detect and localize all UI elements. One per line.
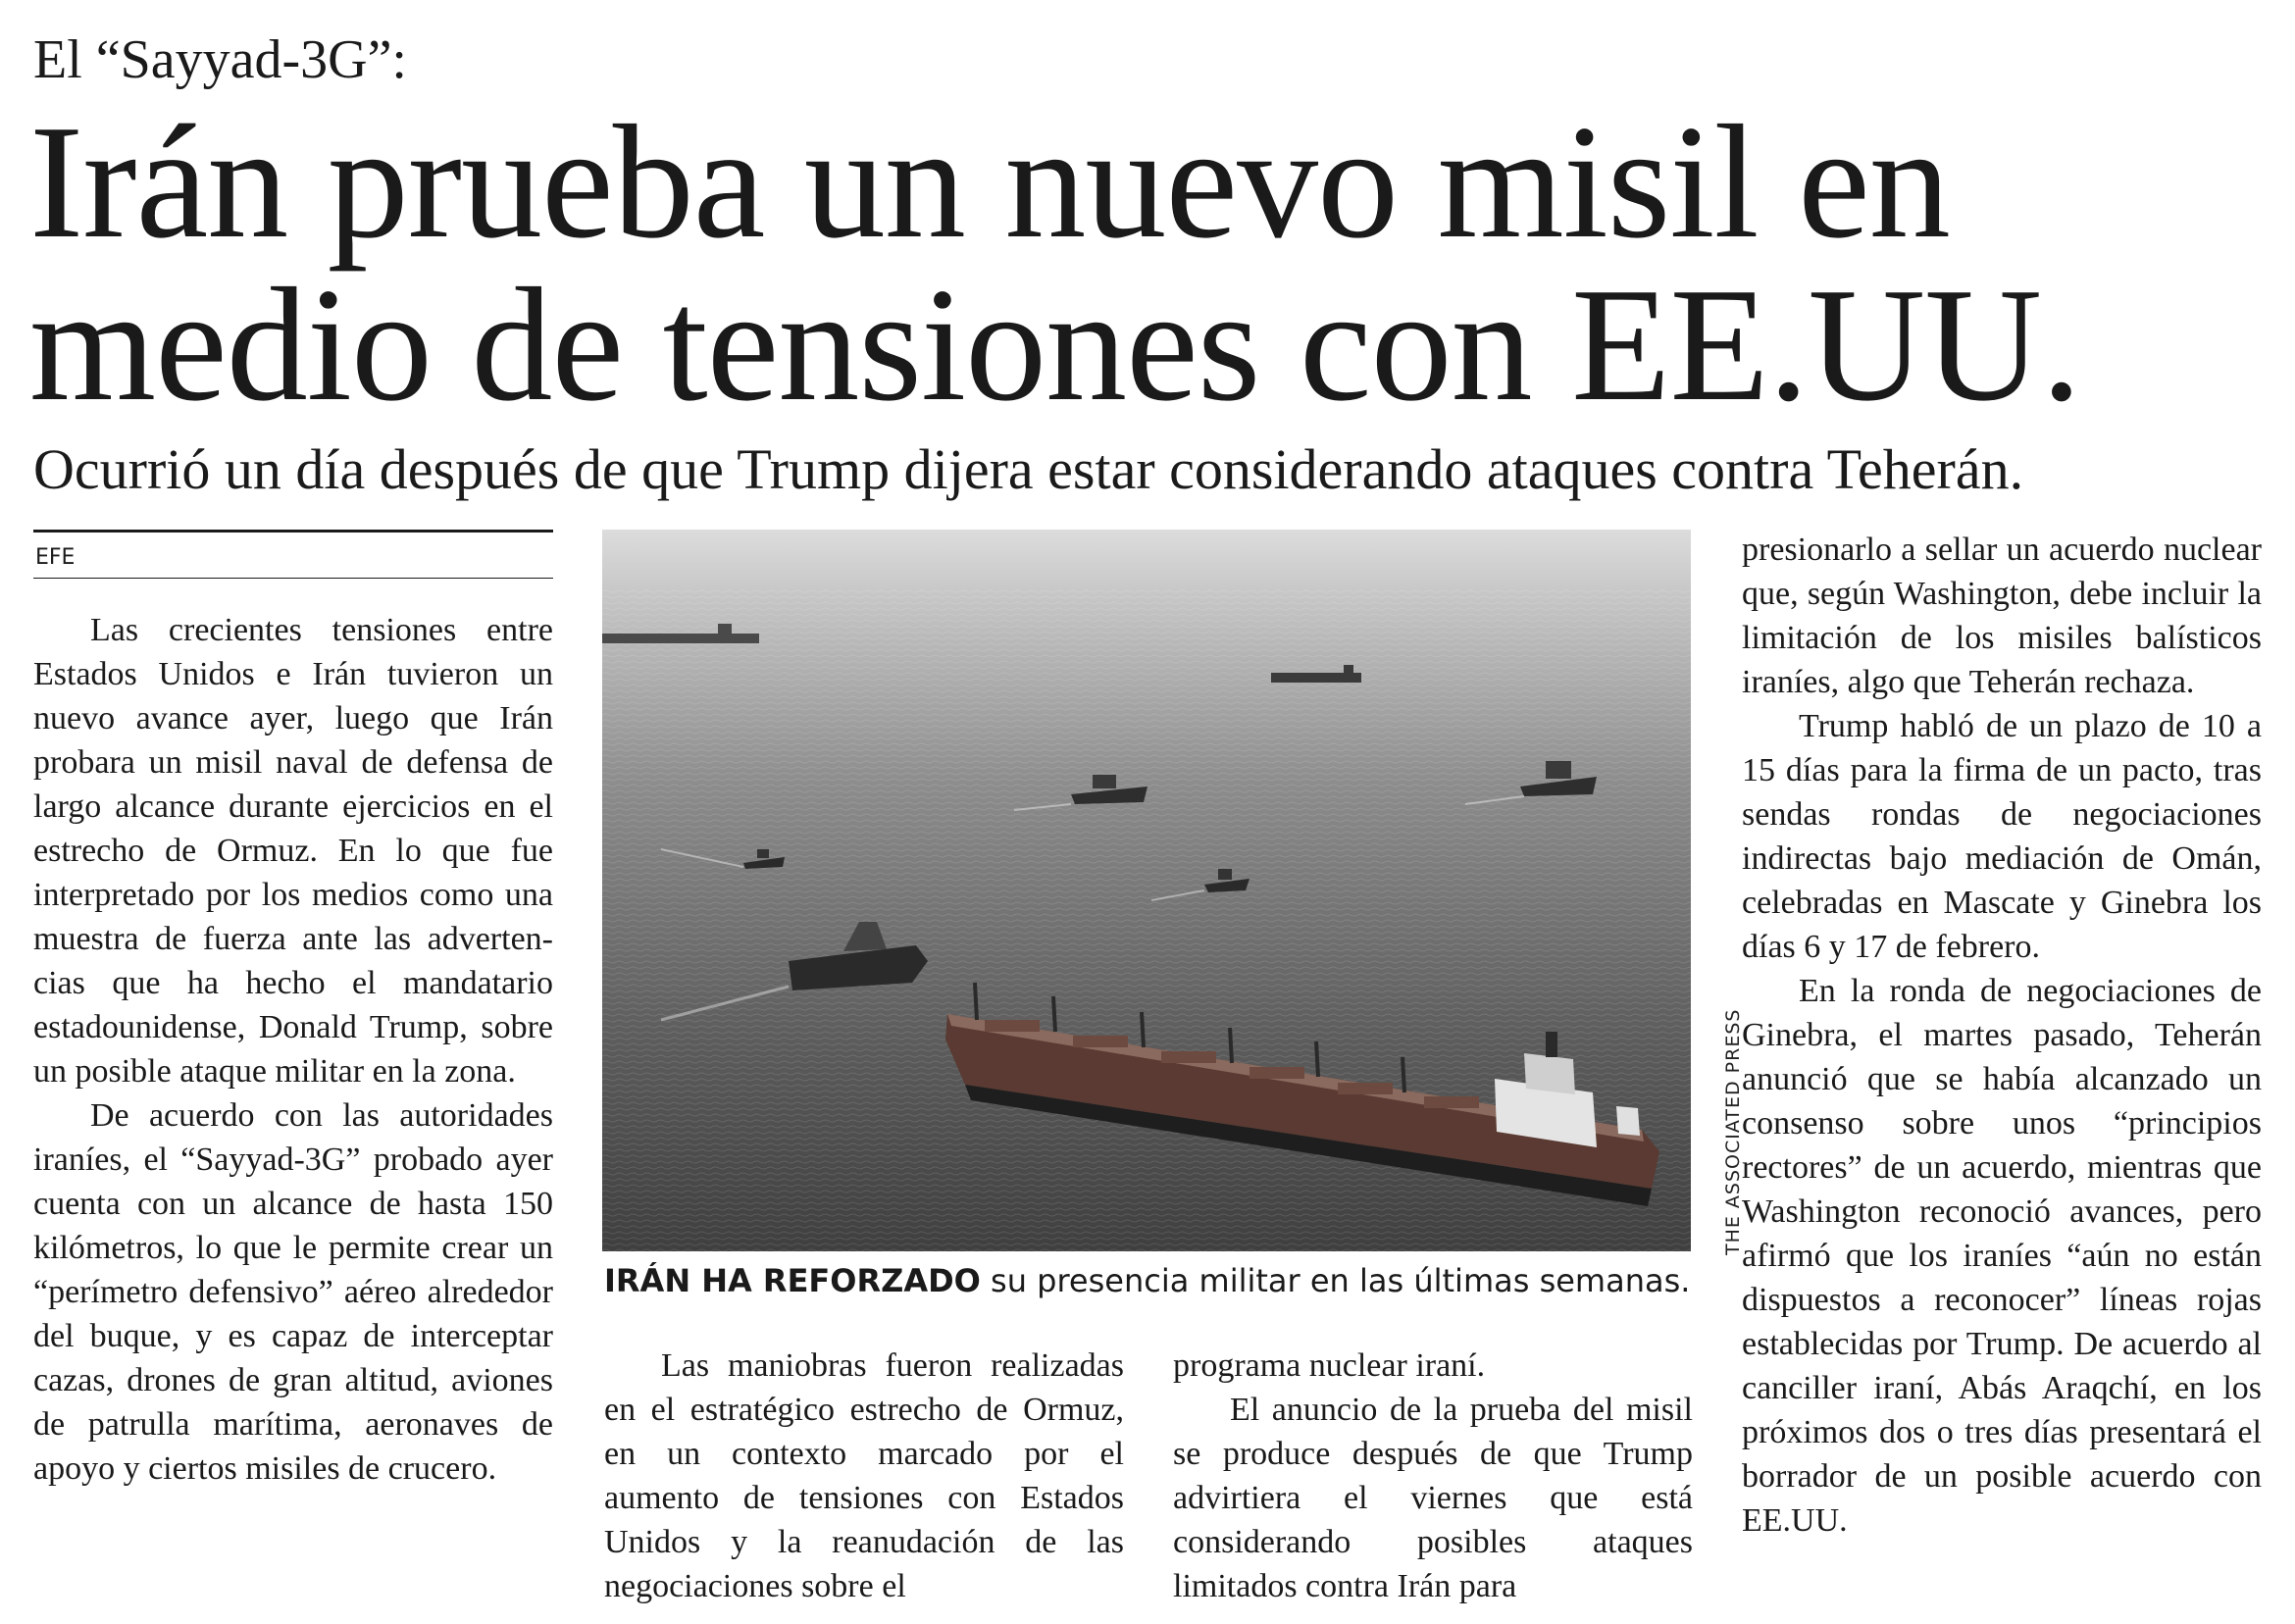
body-column-1 [33,608,553,1491]
photo-credit [1693,1008,1744,1255]
caption-lead: IRÁN HA REFORZADO [604,1262,981,1299]
photo-credit-text: THE ASSOCIATED PRESS [1722,1008,1744,1255]
paragraph: El anuncio de la prueba del misil se produce después de que Trump advirtiera el viernes que está considerando posibles ataques limitados contra Irán para [1173,1392,1693,1604]
news-agency: EFE [35,545,76,570]
news-photo [602,530,1691,1251]
paragraph: Las crecientes tensiones entre Estados Unidos e Irán tuvieron un nuevo avance ayer, luego que Irán probara un misil naval de defensa de largo alcance durante ejercicios en el estrecho de Ormuz. En lo que fue interpretado por los medios como una muestra de fuerza ante las advertencias que ha hecho el mandatario estadounidense, Donald Trump, sobre un posible ataque militar en la zona. [33,612,553,1090]
paragraph: Las maniobras fueron realizadas en el estratégico estrecho de Ormuz, en un contexto marcado por el aumento de tensiones con Estados Unidos y la reanudación de las negociaciones sobre el [604,1347,1124,1604]
paragraph: programa nuclear iraní. [1173,1347,1486,1384]
article-headline [29,91,2246,434]
headline-line-2: medio de tensiones con EE.UU. [29,254,2081,434]
paragraph: De acuerdo con las autoridades iraníes, el “Sayyad-3G” probado ayer cuenta con un alcance de hasta 150 kilómetros, lo que le permite crear un “perímetro defensivo” aéreo alrededor del buque, y es capaz de interceptar cazas, drones de gran altitud, aviones de patrulla marítima, aeronaves de apoyo y ciertos misiles de crucero. [33,1097,553,1487]
byline-box [33,530,553,579]
headline-line-1: Irán prueba un nuevo misil en [29,91,1950,272]
paragraph: Trump habló de un plazo de 10 a 15 días para la firma de un pacto, tras sendas rondas de negociaciones indirectas bajo mediación de Omán, celebradas en Mascate y Ginebra los días 6 y 17 de febrero. [1742,708,2262,965]
article-subhead: Ocurrió un día después de que Trump dijera estar considerando ataques contra Teherán. [33,437,2024,501]
photo-caption [604,1261,1693,1300]
caption-text: su presencia militar en las últimas semanas. [980,1262,1691,1299]
paragraph: presionarlo a sellar un acuerdo nuclear que, según Washington, debe incluir la limitación de los misiles balísticos iraníes, algo que Teherán rechaza. [1742,532,2262,700]
body-column-4 [1742,528,2262,1543]
ships-photo-illustration [602,530,1691,1251]
body-column-3 [1173,1344,1693,1608]
paragraph: En la ronda de negociaciones de Ginebra, el martes pasado, Teherán anunció que se había alcanzado un consenso sobre unos “principios rectores” de un acuerdo, mientras que Washington reconoció avances, pero afirmó que los iraníes “aún no están dispuestos a reconocer” líneas rojas establecidas por Trump. De acuerdo al canciller iraní, Abás Araqchí, en los próximos dos o tres días presentará el borrador de un posible acuerdo con EE.UU. [1742,973,2262,1539]
article-kicker: El “Sayyad-3G”: [33,29,407,90]
body-column-2 [604,1344,1124,1608]
